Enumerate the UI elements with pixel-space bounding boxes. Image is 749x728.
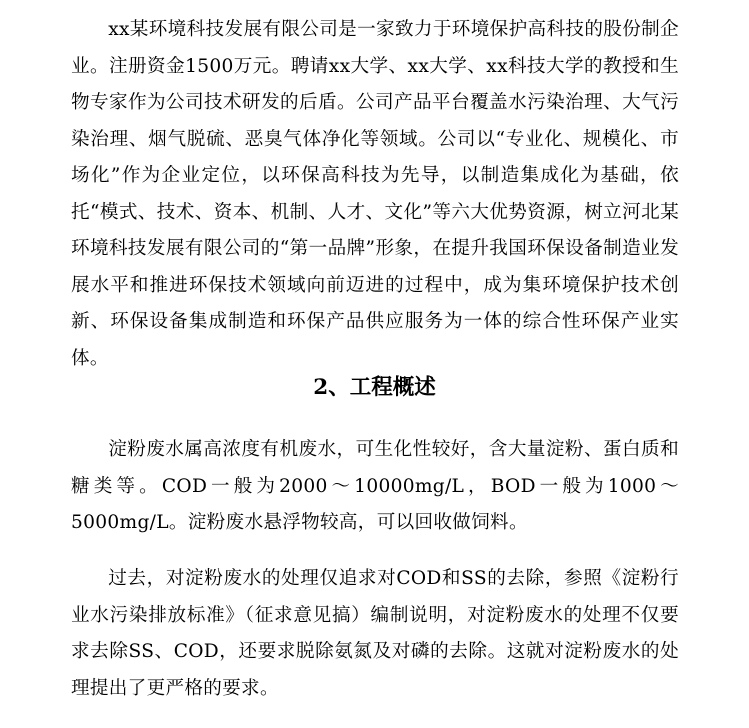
overview-paragraph: 淀粉废水属高浓度有机废水，可生化性较好，含大量淀粉、蛋白质和糖类等。COD一般为2000～10000mg/L，BOD一般为1000～5000mg/L。淀粉废水悬浮物较高，可以回收做饲料。 [71,439,679,533]
company-intro-paragraph: xx某环境科技发展有限公司是一家致力于环境保护高科技的股份制企业。注册资金1500万元。聘请xx大学、xx大学、xx科技大学的教授和生物专家作为公司技术研发的后盾。公司产品平台覆盖水污染治理、大气污染治理、烟气脱硫、恶臭气体净化等领域。公司以“专业化、规模化、市场化”作为企业定位，以环保高科技为先导，以制造集成化为基础，依托“模式、技术、资本、机制、人才、文化”等六大优势资源，树立河北某环境科技发展有限公司的“第一品牌”形象，在提升我国环保设备制造业发展水平和推进环保技术领域向前迈进的过程中，成为集环境保护技术创新、环保设备集成制造和环保产品供应服务为一体的综合性环保产业实体。 [71,19,679,369]
history-paragraph: 过去，对淀粉废水的处理仅追求对COD和SS的去除，参照《淀粉行业水污染排放标准》（征求意见搞）编制说明，对淀粉废水的处理不仅要求去除SS、COD，还要求脱除氨氮及对磷的去除。这就对淀粉废水的处理提出了更严格的要求。 [71,568,679,699]
section-heading: 2、工程概述 [313,375,436,400]
